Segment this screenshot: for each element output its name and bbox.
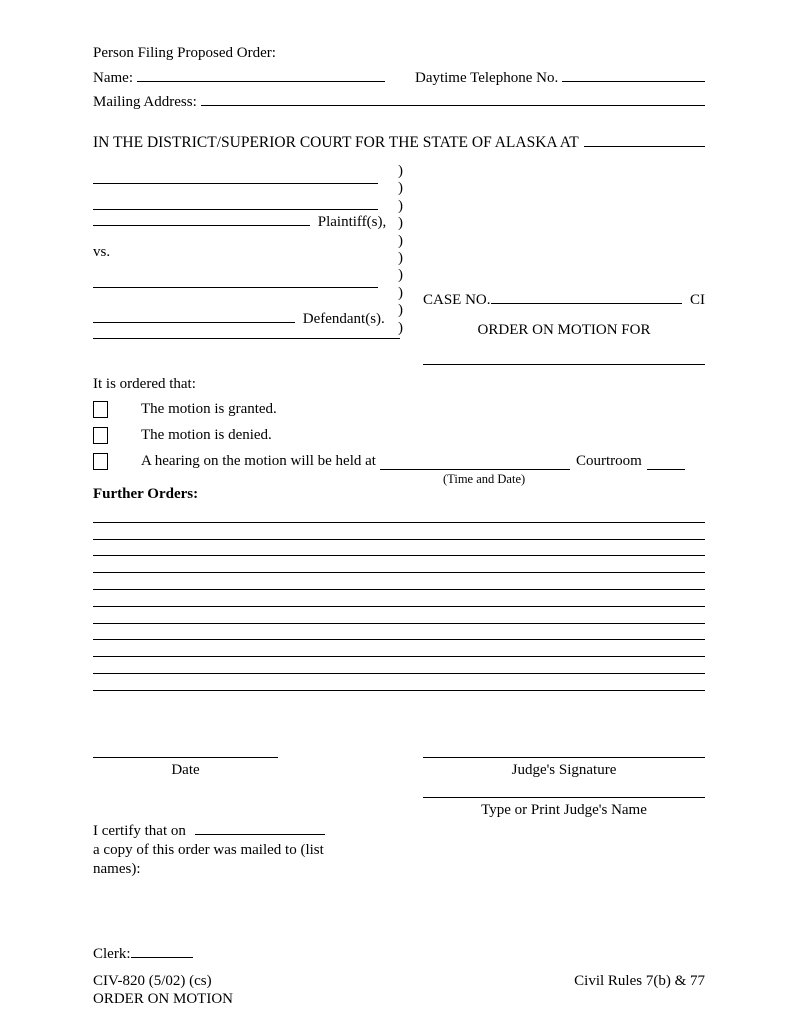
caption-bottom-line	[93, 338, 400, 339]
person-filing-label: Person Filing Proposed Order:	[93, 45, 276, 61]
rules-ref: Civil Rules 7(b) & 77	[574, 973, 705, 989]
further-orders-line	[93, 506, 705, 523]
hearing-location-line	[380, 456, 570, 470]
caption-paren: )	[398, 180, 403, 197]
case-caption	[93, 163, 705, 375]
certification-block	[93, 821, 433, 879]
further-orders-line	[93, 590, 705, 607]
caption-paren: )	[398, 284, 403, 301]
granted-option	[93, 401, 705, 418]
denied-label: The motion is denied.	[141, 427, 272, 443]
hearing-label: A hearing on the motion will be held at	[141, 453, 376, 469]
denied-option	[93, 427, 705, 444]
court-title: IN THE DISTRICT/SUPERIOR COURT FOR THE STATE OF ALASKA AT	[93, 134, 579, 151]
plaintiff-name-line-1	[93, 183, 378, 184]
hearing-checkbox[interactable]	[93, 453, 108, 470]
motion-title-line	[423, 364, 705, 365]
certify-line3: names):	[93, 861, 141, 877]
caption-paren: )	[398, 319, 403, 336]
further-orders-line	[93, 607, 705, 624]
case-ci-suffix: CI	[690, 292, 705, 308]
judge-name-line	[423, 797, 705, 798]
case-no-label: CASE NO.	[423, 292, 491, 308]
name-phone-row	[93, 68, 705, 87]
defendant-row	[93, 309, 385, 328]
further-orders-line	[93, 573, 705, 590]
defendant-name-line-2	[93, 309, 295, 323]
defendant-label: Defendant(s).	[302, 311, 385, 327]
name-label: Name:	[93, 70, 133, 86]
mailing-label: Mailing Address:	[93, 94, 197, 110]
further-orders-line	[93, 556, 705, 573]
caption-paren: )	[398, 197, 403, 214]
date-line	[93, 757, 278, 758]
hearing-option	[93, 453, 705, 470]
caption-paren: )	[398, 250, 403, 267]
ordered-intro: It is ordered that:	[93, 376, 196, 392]
clerk-row	[93, 944, 193, 963]
caption-paren: )	[398, 163, 403, 179]
mailing-field-line	[201, 92, 705, 106]
further-orders-line	[93, 657, 705, 674]
name-field-line	[137, 68, 385, 82]
clerk-line	[131, 944, 193, 958]
certify-line2: a copy of this order was mailed to (list	[93, 842, 324, 858]
case-no-line	[491, 290, 682, 304]
caption-paren: )	[398, 215, 403, 232]
plaintiff-name-line-3	[93, 212, 310, 226]
further-orders-lines	[93, 506, 705, 691]
certify-row	[93, 821, 433, 841]
courtroom-line	[647, 456, 685, 470]
further-orders-line	[93, 640, 705, 657]
case-no-row	[423, 290, 705, 309]
time-date-note: (Time and Date)	[443, 472, 526, 486]
plaintiff-label: Plaintiff(s),	[317, 214, 387, 230]
judge-name-label: Type or Print Judge's Name	[481, 802, 647, 818]
denied-checkbox[interactable]	[93, 427, 108, 444]
mailing-row	[93, 92, 705, 111]
certify-date-line	[195, 821, 325, 835]
caption-paren: )	[398, 267, 403, 284]
phone-field-line	[562, 68, 705, 82]
paren-column	[398, 163, 403, 337]
defendant-name-line-1	[93, 287, 378, 288]
further-orders-label: Further Orders:	[93, 486, 199, 502]
clerk-label: Clerk:	[93, 946, 131, 962]
granted-label: The motion is granted.	[141, 401, 277, 417]
further-orders-line	[93, 624, 705, 641]
courtroom-label: Courtroom	[575, 453, 642, 469]
further-orders-line	[93, 540, 705, 557]
order-title: ORDER ON MOTION FOR	[477, 322, 651, 338]
plaintiff-name-line-2	[93, 209, 378, 210]
judge-signature-label: Judge's Signature	[511, 762, 617, 778]
further-orders-line	[93, 523, 705, 540]
form-number: CIV-820 (5/02) (cs)	[93, 973, 212, 989]
court-title-row	[93, 133, 705, 152]
date-label: Date	[171, 762, 200, 778]
form-title: ORDER ON MOTION	[93, 991, 233, 1007]
judge-signature-line	[423, 757, 705, 758]
certify-text: I certify that on	[93, 823, 186, 839]
phone-label: Daytime Telephone No.	[414, 70, 559, 86]
caption-paren: )	[398, 232, 403, 249]
vs-label: vs.	[93, 244, 111, 260]
further-orders-line	[93, 674, 705, 691]
court-location-line	[584, 133, 705, 147]
caption-paren: )	[398, 302, 403, 319]
granted-checkbox[interactable]	[93, 401, 108, 418]
plaintiff-row	[93, 212, 386, 231]
